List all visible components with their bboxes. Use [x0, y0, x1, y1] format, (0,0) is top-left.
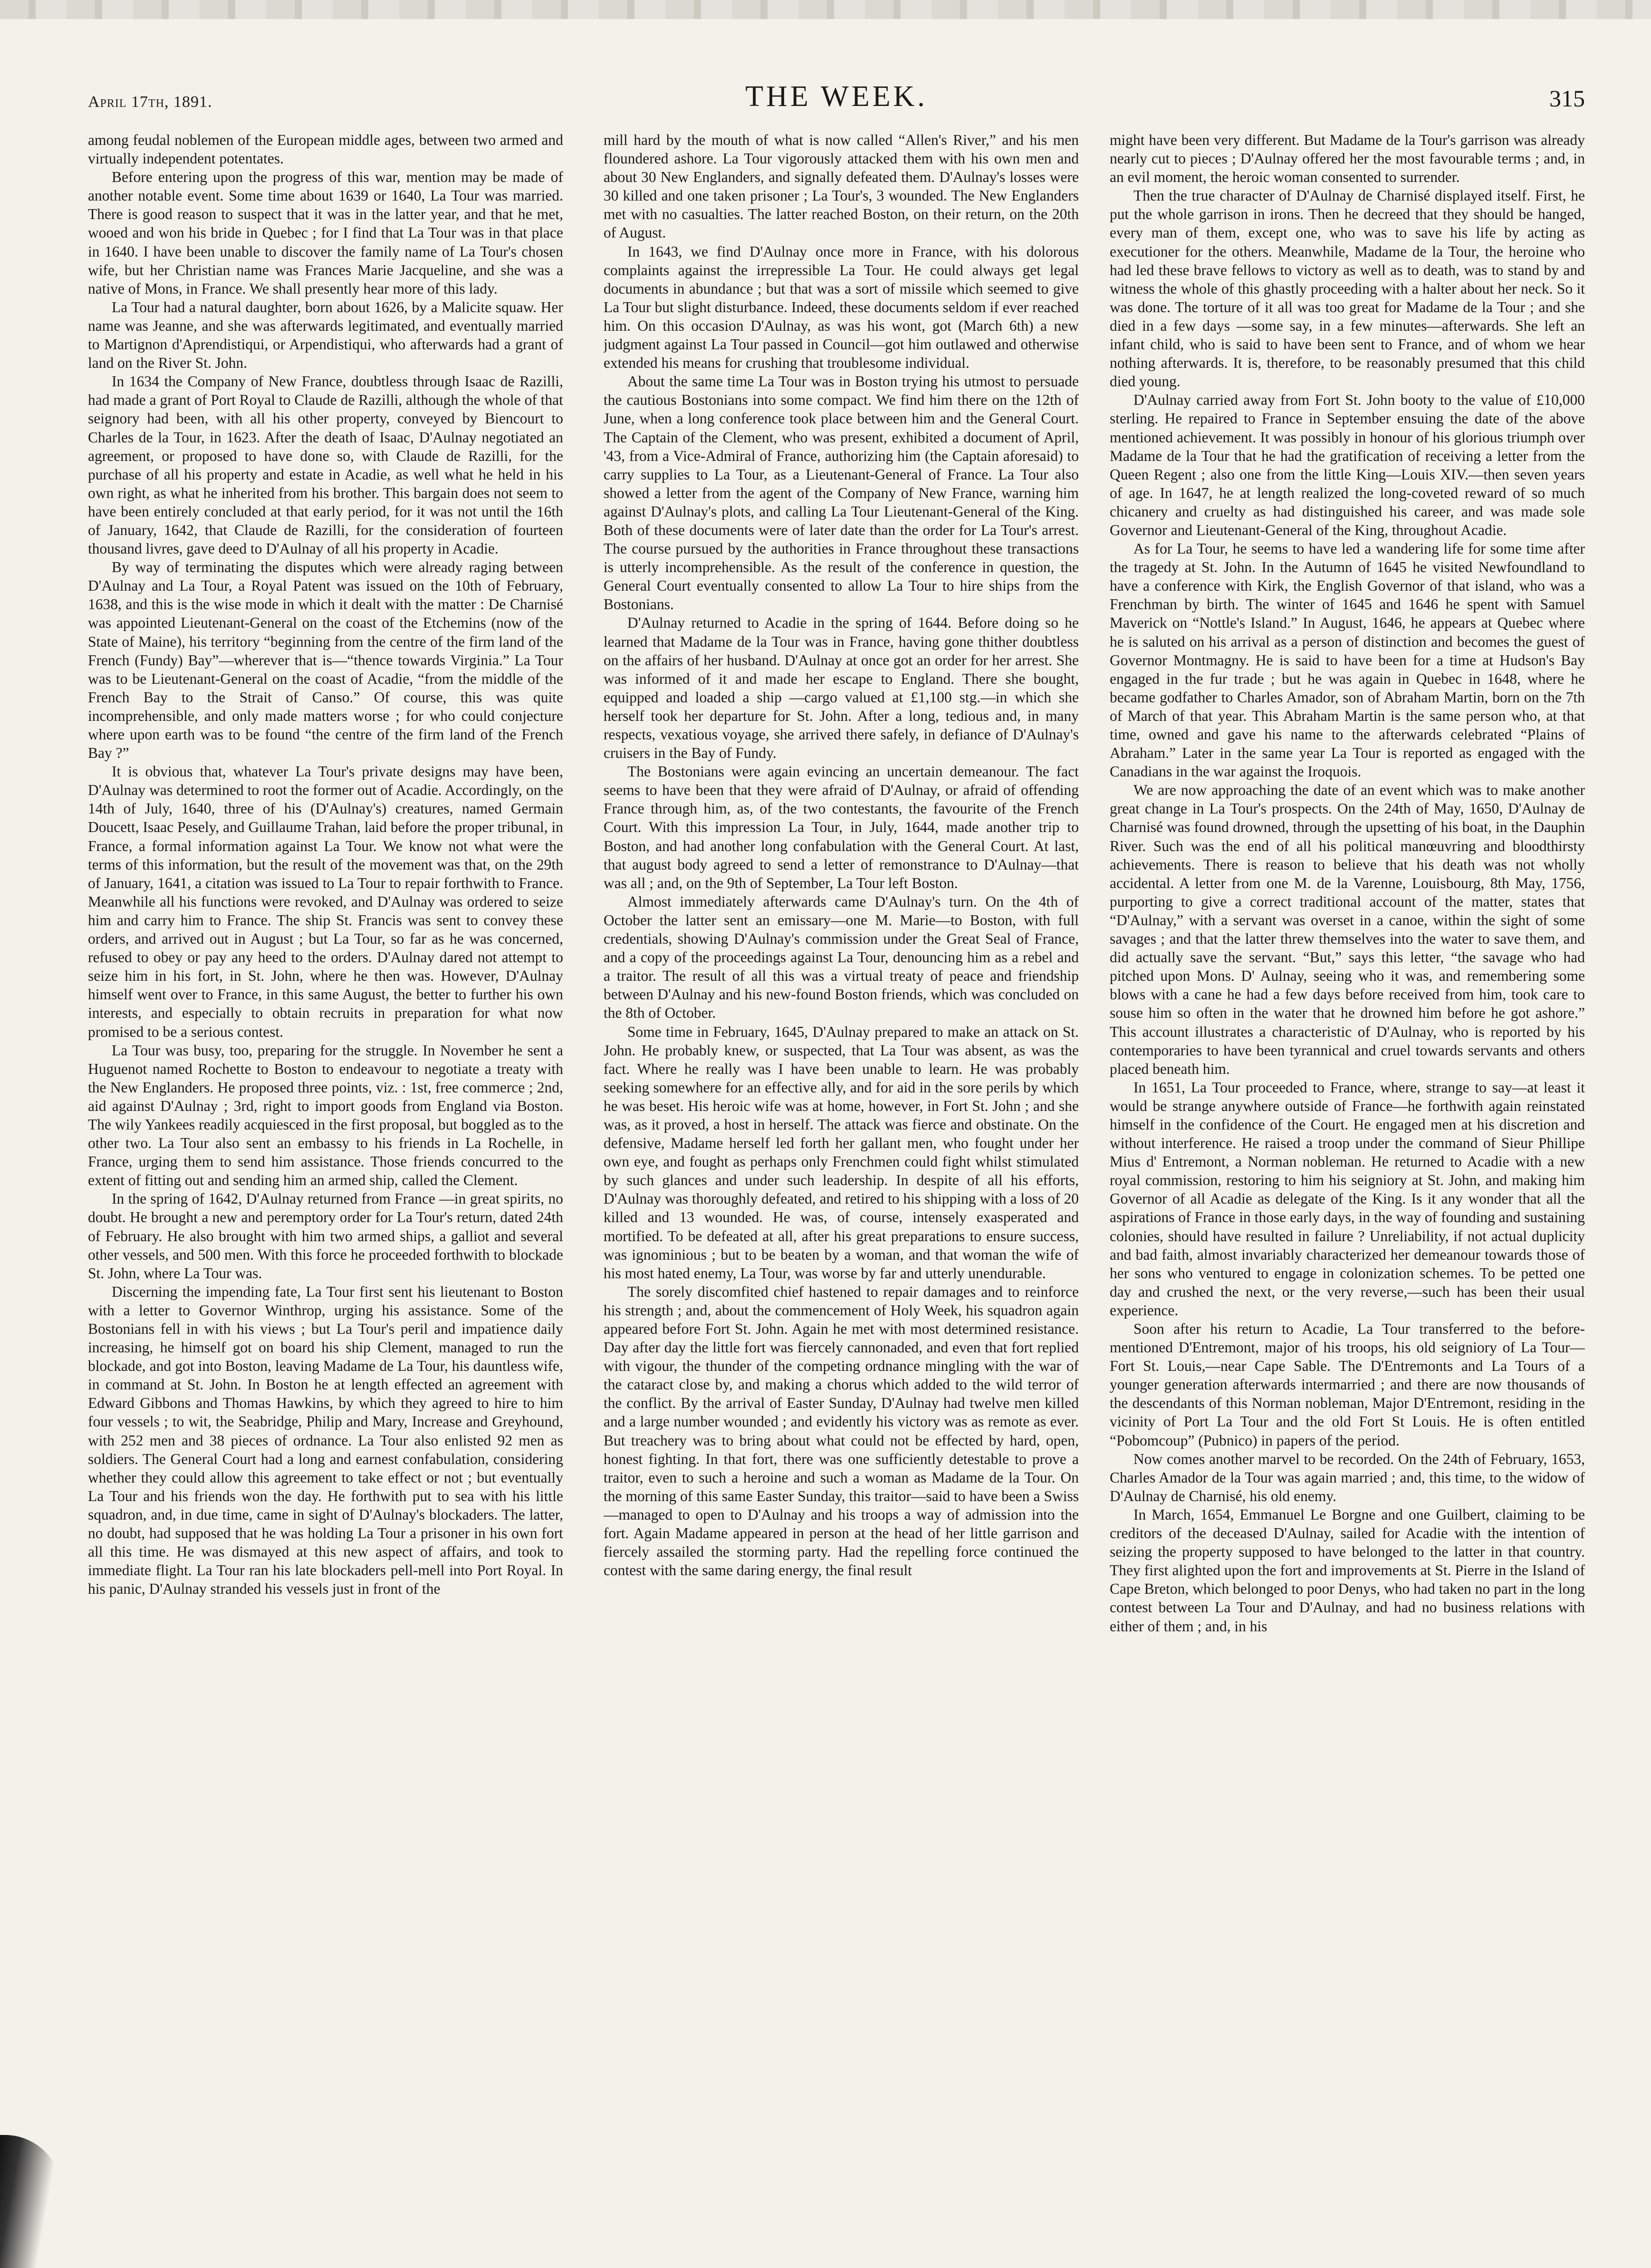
column-left: [88, 131, 563, 2240]
issue-date: April 17th, 1891.: [88, 93, 212, 111]
paragraph: Now comes another marvel to be recorded. On the 24th of February, 1653, Charles Amador de la Tour was again married ; and, this time, to the widow of D'Aulnay de Charnisé, his old enemy.: [1110, 1450, 1585, 1504]
paragraph: By way of terminating the disputes which were already raging between D'Aulnay and La Tour, a Royal Patent was issued on the 10th of February, 1638, and this is the wise mode in which it dealt with the matter : De Charnisé was appointed Lieutenant-General on the coast of the Etchemins (now of the State of Maine), his territory “beginning from the centre of the firm land of the French (Fundy) Bay”—wherever that is—“thence towards Virginia.” La Tour was to be Lieutenant-General on the coast of Acadie, “from the middle of the French Bay to the Strait of Canso.” Of course, this was quite incomprehensible, and only made matters worse ; for who could conjecture where upon earth was to be found “the centre of the firm land of the French Bay ?”: [88, 559, 563, 762]
paragraph: The sorely discomfited chief hastened to repair damages and to reinforce his strength ; and, about the commencement of Holy Week, his squadron again appeared before Fort St. John. Again he met with most determined resistance. Day after day the little fort was fiercely cannonaded, and even that fort replied with vigour, the thunder of the competing ordnance mingling with the war of the cataract close by, and making a chorus which added to the wild terror of the conflict. By the arrival of Easter Sunday, D'Aulnay had twelve men killed and a large number wounded ; and evidently his victory was as remote as ever. But treachery was to bring about what could not be effected by hard, open, honest fighting. In that fort, there was one sufficiently detestable to prove a traitor, even to such a heroine and such a woman as Madame de la Tour. On the morning of this same Easter Sunday, this traitor—said to have been a Swiss—managed to open to D'Aulnay and his troops a way of admission into the fort. Again Madame appeared in person at the head of her little garrison and fiercely assailed the storming party. Had the repelling force continued the contest with the same daring energy, the final result: [604, 1283, 1079, 1579]
paragraph: About the same time La Tour was in Boston trying his utmost to persuade the cautious Bostonians into some compact. We find him there on the 12th of June, when a long conference took place between him and the General Court. The Captain of the Clement, who was present, exhibited a document of April, '43, from a Vice-Admiral of France, authorizing him (the Captain aforesaid) to carry supplies to La Tour, as a Lieutenant-General of France. La Tour also showed a letter from the agent of the Company of New France, warning him against D'Aulnay's plots, and calling La Tour Lieutenant-General of the King. Both of these documents were of later date than the order for La Tour's arrest. The course pursued by the authorities in France throughout these transactions is utterly incomprehensible. As the result of the conference in question, the General Court eventually consented to allow La Tour to hire ships from the Bostonians.: [604, 373, 1079, 613]
paragraph: Then the true character of D'Aulnay de Charnisé displayed itself. First, he put the whole garrison in irons. Then he decreed that they should be hanged, every man of them, except one, who was to save his life by acting as executioner for the others. Meanwhile, Madame de la Tour, the heroine who had led these brave fellows to victory as well as to death, was to stand by and witness the whole of this ghastly proceeding with a halter about her neck. So it was done. The torture of it all was too great for Madame de la Tour ; and she died in a few days —some say, in a few minutes—afterwards. She left an infant child, who is said to have been sent to France, and of whom we hear nothing afterwards. It is, therefore, to be reasonably presumed that this child died young.: [1110, 187, 1585, 390]
paragraph: It is obvious that, whatever La Tour's private designs may have been, D'Aulnay was determined to root the former out of Acadie. Accordingly, on the 14th of July, 1640, three of his (D'Aulnay's) creatures, named Germain Doucett, Isaac Pesely, and Guillaume Trahan, laid before the proper tribunal, in France, a formal information against La Tour. We know not what were the terms of this information, but the result of the movement was that, on the 29th of January, 1641, a citation was issued to La Tour to repair forthwith to France. Meanwhile all his functions were revoked, and D'Aulnay was ordered to seize him and carry him to France. The ship St. Francis was sent to convey these orders, and arrived out in August ; but La Tour, so far as he was concerned, refused to obey or pay any heed to the orders. D'Aulnay dared not attempt to seize him in his fort, in St. John, where he then was. However, D'Aulnay himself went over to France, in this same August, the better to further his own interests, and especially to obtain recruits in preparation for what now promised to be a serious contest.: [88, 763, 563, 1040]
paragraph: The Bostonians were again evincing an uncertain demeanour. The fact seems to have been that they were afraid of D'Aulnay, or afraid of offending France through him, as, of the two contestants, the favourite of the French Court. With this impression La Tour, in July, 1644, made another trip to Boston, and had another long confabulation with the General Court. At last, that august body agreed to send a letter of remonstrance to D'Aulnay—that was all ; and, on the 9th of September, La Tour left Boston.: [604, 763, 1079, 891]
column-middle: [604, 131, 1079, 2240]
column-right: [1110, 131, 1585, 2240]
paragraph: La Tour had a natural daughter, born about 1626, by a Malicite squaw. Her name was Jeanne, and she was afterwards legitimated, and eventually married to Martignon d'Aprendistiqui, or Arpendistiqui, who afterwards had a grant of land on the River St. John.: [88, 298, 563, 372]
scan-top-edge: [0, 0, 1651, 19]
paragraph: La Tour was busy, too, preparing for the struggle. In November he sent a Huguenot named Rochette to Boston to endeavour to negotiate a treaty with the New Englanders. He proposed three points, viz. : 1st, free commerce ; 2nd, aid against D'Aulnay ; 3rd, right to import goods from England via Boston. The wily Yankees readily acquiesced in the first proposal, but boggled as to the other two. La Tour also sent an embassy to his friends in La Rochelle, in France, urging them to send him assistance. Those friends concurred to the extent of fitting out and sending him an armed ship, called the Clement.: [88, 1042, 563, 1189]
page-number: 315: [1549, 85, 1585, 112]
paragraph: Discerning the impending fate, La Tour first sent his lieutenant to Boston with a letter to Governor Winthrop, urging his assistance. Some of the Bostonians fell in with his views ; but La Tour's peril and impatience daily increasing, he himself got on board his ship Clement, managed to run the blockade, and got into Boston, leaving Madame de La Tour, his dauntless wife, in command at St. John. In Boston he at length effected an agreement with Edward Gibbons and Thomas Hawkins, by which they agreed to hire to him four vessels ; to wit, the Seabridge, Philip and Mary, Increase and Greyhound, with 252 men and 38 pieces of ordnance. La Tour also enlisted 92 men as soldiers. The General Court had a long and earnest confabulation, considering whether they could allow this agreement to take effect or not ; but eventually La Tour and his friends won the day. He forthwith put to sea with his little squadron, and, in due time, came in sight of D'Aulnay's blockaders. The latter, no doubt, had supposed that he was holding La Tour a prisoner in his own fort all this time. He was dismayed at this new aspect of affairs, and took to immediate flight. La Tour ran his late blockaders pell-mell into Port Royal. In his panic, D'Aulnay stranded his vessels just in front of the: [88, 1283, 563, 1598]
scan-page-curl: [0, 2135, 62, 2268]
paragraph: Some time in February, 1645, D'Aulnay prepared to make an attack on St. John. He probably knew, or suspected, that La Tour was absent, as was the fact. Where he really was I have been unable to learn. He was probably seeking somewhere for an effective ally, and for aid in the sore perils by which he was beset. His heroic wife was at home, however, in Fort St. John ; and she was, as it proved, a host in herself. The attack was fierce and obstinate. On the defensive, Madame herself led forth her gallant men, who fought under her own eye, and fought as perhaps only Frenchmen could fight whilst stimulated by such glances and under such leadership. In despite of all his efforts, D'Aulnay was thoroughly defeated, and retired to his shipping with a loss of 20 killed and 13 wounded. He was, of course, intensely exasperated and mortified. To be defeated at all, after his great preparations to ensure success, was ignominious ; but to be beaten by a woman, and that woman the wife of his most hated enemy, La Tour, was worse by far and utterly unendurable.: [604, 1023, 1079, 1282]
paragraph: In 1643, we find D'Aulnay once more in France, with his dolorous complaints against the irrepressible La Tour. He could always get legal documents in abundance ; but that was a sort of missile which seemed to give La Tour but slight disturbance. Indeed, these documents seldom if ever reached him. On this occasion D'Aulnay, as was his wont, got (March 6th) a new judgment against La Tour passed in Council—got him outlawed and otherwise extended his means for crushing that troublesome individual.: [604, 243, 1079, 372]
page-header: [88, 80, 1585, 127]
paragraph: In the spring of 1642, D'Aulnay returned from France —in great spirits, no doubt. He brought a new and peremptory order for La Tour's return, dated 24th of February. He also brought with him two armed ships, a galliot and several other vessels, and 500 men. With this force he proceeded forthwith to blockade St. John, where La Tour was.: [88, 1190, 563, 1282]
article-columns: [88, 131, 1585, 2240]
masthead-title: THE WEEK.: [745, 80, 928, 113]
paragraph: D'Aulnay returned to Acadie in the spring of 1644. Before doing so he learned that Madame de la Tour was in France, having gone thither doubtless on the affairs of her husband. D'Aulnay at once got an order for her arrest. She was informed of it and made her escape to England. There she bought, equipped and loaded a ship —cargo valued at £1,100 stg.—in which she herself took her departure for St. John. After a long, tedious and, in many respects, vexatious voyage, she arrived there safely, in defiance of D'Aulnay's cruisers in the Bay of Fundy.: [604, 614, 1079, 762]
paragraph: In 1634 the Company of New France, doubtless through Isaac de Razilli, had made a grant of Port Royal to Claude de Razilli, although the whole of that seignory had been, with all his other property, conveyed by Biencourt to Charles de la Tour, in 1623. After the death of Isaac, D'Aulnay negotiated an agreement, or proposed to have done so, with Claude de Razilli, for the purchase of all his property and estate in Acadie, as well what he held in his own right, as what he inherited from his brother. This bargain does not seem to have been entirely concluded at that early period, for it was not until the 16th of January, 1642, that Claude de Razilli, for the consideration of fourteen thousand livres, gave deed to D'Aulnay of all his property in Acadie.: [88, 373, 563, 557]
paragraph: might have been very different. But Madame de la Tour's garrison was already nearly cut to pieces ; D'Aulnay offered her the most favourable terms ; and, in an evil moment, the heroic woman consented to surrender.: [1110, 132, 1585, 186]
paragraph: among feudal noblemen of the European middle ages, between two armed and virtually independent potentates.: [88, 132, 563, 167]
paragraph: In March, 1654, Emmanuel Le Borgne and one Guilbert, claiming to be creditors of the deceased D'Aulnay, sailed for Acadie with the intention of seizing the property supposed to have belonged to the latter in that country. They first alighted upon the fort and improvements at St. Pierre in the Island of Cape Breton, which belonged to poor Denys, who had taken no part in the long contest between La Tour and D'Aulnay, and had no business relations with either of them ; and, in his: [1110, 1506, 1585, 1635]
paragraph: Almost immediately afterwards came D'Aulnay's turn. On the 4th of October the latter sent an emissary—one M. Marie—to Boston, with full credentials, showing D'Aulnay's commission under the Great Seal of France, and a copy of the proceedings against La Tour, denouncing him as a rebel and a traitor. The result of all this was a virtual treaty of peace and friendship between D'Aulnay and his new-found Boston friends, which was concluded on the 8th of October.: [604, 893, 1079, 1022]
paragraph: In 1651, La Tour proceeded to France, where, strange to say—at least it would be strange anywhere outside of France—he forthwith again reinstated himself in the confidence of the Court. He engaged men at his discretion and without interference. He raised a troop under the command of Sieur Phillipe Mius d' Entremont, a Norman nobleman. He returned to Acadie with a new royal commission, restoring to him his seigniory at St. John, and making him Governor of all Acadie as delegate of the King. Is it any wonder that all the aspirations of France in those early days, in the way of founding and sustaining colonies, should have resulted in failure ? Unreliability, if not actual duplicity and bad faith, almost invariably characterized her demeanour towards those of her sons who ventured to engage in colonization schemes. To be petted one day and crushed the next, or the very reverse,—such has been their usual experience.: [1110, 1079, 1585, 1319]
paragraph: D'Aulnay carried away from Fort St. John booty to the value of £10,000 sterling. He repaired to France in September ensuing the date of the above mentioned achievement. It was possibly in honour of his glorious triumph over Madame de la Tour that he had the gratification of receiving a letter from the Queen Regent ; also one from the little King—Louis XIV.—then seven years of age. In 1647, he at length realized the long-coveted reward of so much chicanery and cruelty as had distinguished his career, and was made sole Governor and Lieutenant-General of the King, throughout Acadie.: [1110, 392, 1585, 538]
paragraph: Before entering upon the progress of this war, mention may be made of another notable event. Some time about 1639 or 1640, La Tour was married. There is good reason to suspect that it was in the latter year, and that he met, wooed and won his bride in Quebec ; for I find that La Tour was in that place in 1640. I have been unable to discover the family name of La Tour's chosen wife, but her Christian name was Frances Marie Jacqueline, and she was a native of Mons, in France. We shall presently hear more of this lady.: [88, 169, 563, 297]
paragraph: mill hard by the mouth of what is now called “Allen's River,” and his men floundered ashore. La Tour vigorously attacked them with his own men and about 30 New Englanders, and signally defeated them. D'Aulnay's losses were 30 killed and one taken prisoner ; La Tour's, 3 wounded. The New Englanders met with no casualties. The latter reached Boston, on their return, on the 20th of August.: [604, 132, 1079, 241]
paragraph: As for La Tour, he seems to have led a wandering life for some time after the tragedy at St. John. In the Autumn of 1645 he visited Newfoundland to have a conference with Kirk, the English Governor of that island, who was a Frenchman by birth. The winter of 1645 and 1646 he spent with Samuel Maverick on “Nottle's Island.” In August, 1646, he appears at Quebec where he is saluted on his arrival as a person of distinction and becomes the guest of Governor Montmagny. He is said to have been for a time at Hudson's Bay engaged in the fur trade ; but he was again in Quebec in 1648, where he became godfather to Charles Amador, son of Abraham Martin, born on the 7th of March of that year. This Abraham Martin is the same person who, at that time, owned and gave his name to the afterwards celebrated “Plains of Abraham.” Later in the same year La Tour is reported as engaged with the Canadians in the war against the Iroquois.: [1110, 540, 1585, 780]
paragraph: We are now approaching the date of an event which was to make another great change in La Tour's prospects. On the 24th of May, 1650, D'Aulnay de Charnisé was found drowned, through the upsetting of his boat, in the Dauphin River. Such was the end of all his political manœuvring and bloodthirsty achievements. There is reason to believe that his death was not wholly accidental. A letter from one M. de la Varenne, Louisbourg, 8th May, 1756, purporting to give a correct traditional account of the matter, states that “D'Aulnay,” with a servant was overset in a canoe, within the sight of some savages ; and that the latter threw themselves into the water to save them, and did actually save the servant. “But,” says this letter, “the savage who had pitched upon Mons. D' Aulnay, seeing who it was, and remembering some blows with a cane he had a few days before received from him, took care to souse him so often in the water that he drowned him before he got ashore.” This account illustrates a characteristic of D'Aulnay, who is reported by his contemporaries to have been tyrannical and cruel towards servants and others placed beneath him.: [1110, 782, 1585, 1077]
paragraph: Soon after his return to Acadie, La Tour transferred to the before-mentioned D'Entremont, major of his troops, his old seigniory of La Tour—Fort St. Louis,—near Cape Sable. The D'Entremonts and La Tours of a younger generation afterwards intermarried ; and there are now thousands of the descendants of this Norman nobleman, Major D'Entremont, residing in the vicinity of Port La Tour and the old Fort St Louis. He is often entitled “Pobomcoup” (Pubnico) in papers of the period.: [1110, 1321, 1585, 1449]
